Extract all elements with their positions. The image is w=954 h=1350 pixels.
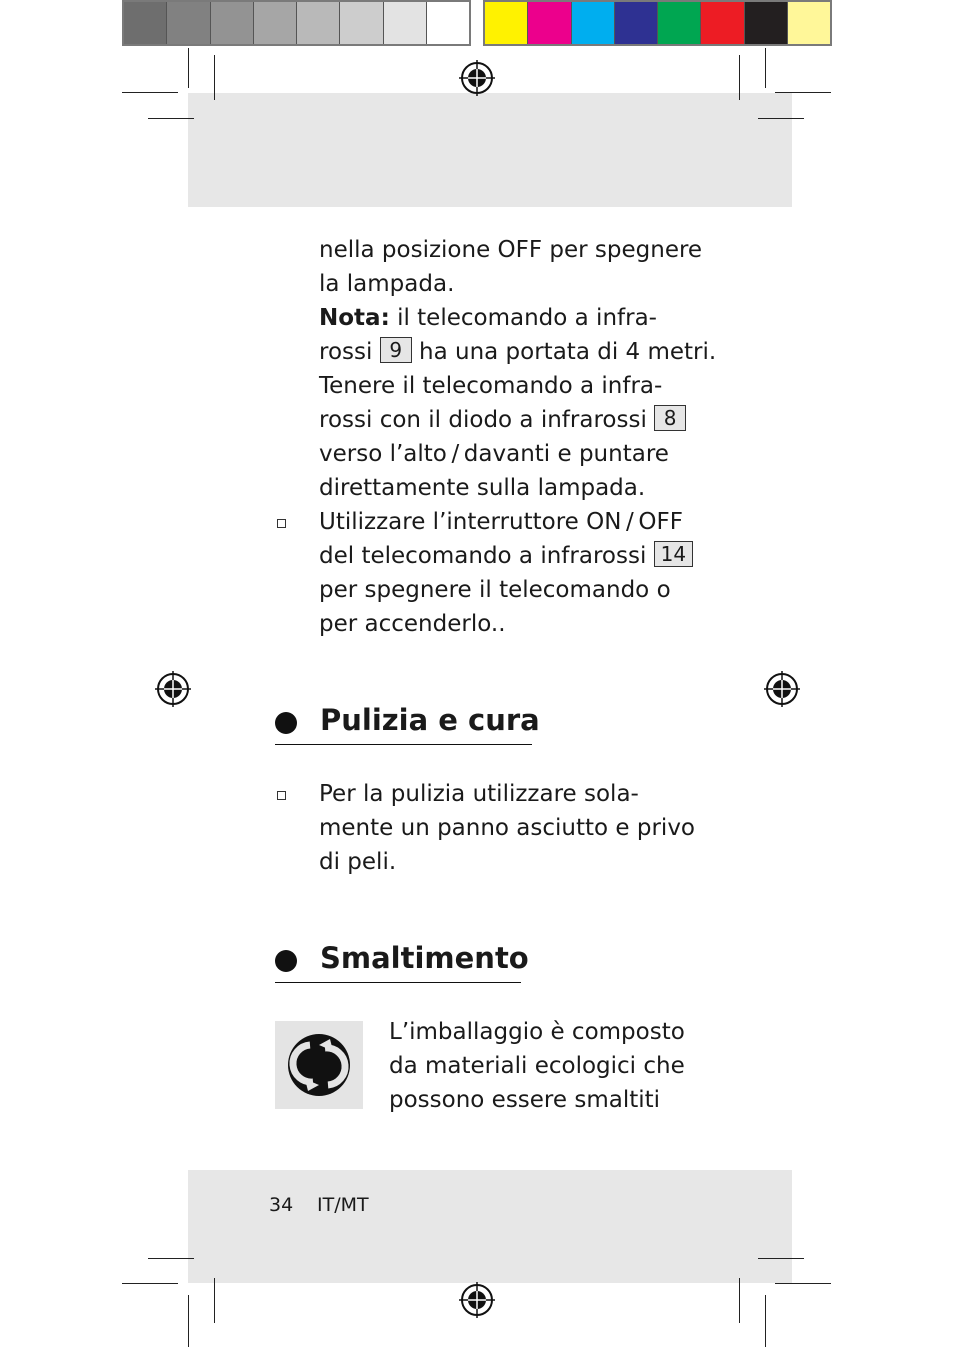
color-swatch [701, 2, 744, 44]
text-line: mente un panno asciutto e privo [319, 815, 696, 841]
crop-mark [214, 55, 215, 100]
color-swatch [167, 2, 210, 44]
registration-mark-icon [155, 671, 191, 707]
section-title: Pulizia e cura [320, 703, 540, 737]
crop-mark [188, 48, 189, 88]
text-line: L’imballaggio è composto [389, 1019, 685, 1045]
header-panel [188, 93, 792, 207]
heading-underline [275, 744, 532, 745]
color-calibration-bar [483, 0, 832, 46]
recycle-green-dot-icon [275, 1021, 363, 1109]
color-swatch [254, 2, 297, 44]
text-line: di peli. [319, 849, 397, 875]
section-heading-cleaning [275, 703, 540, 747]
color-swatch [340, 2, 383, 44]
color-swatch [124, 2, 167, 44]
text-line: del telecomando a infrarossi 14 [319, 539, 693, 573]
note-line: Nota: il telecomando a infra- [319, 305, 657, 331]
note-line: verso l’alto / davanti e puntare [319, 441, 669, 467]
text-line: per spegnere il telecomando o [319, 577, 671, 603]
footer-panel [188, 1170, 792, 1283]
language-code: IT/MT [317, 1194, 369, 1216]
color-swatch [427, 2, 469, 44]
section-heading-disposal [275, 941, 529, 985]
reference-number-box: 9 [380, 337, 412, 363]
instruction-text-block [319, 233, 716, 505]
text-line: la lampada. [319, 271, 455, 297]
text-line: Utilizzare l’interruttore ON / OFF [319, 509, 683, 535]
crop-mark [122, 92, 178, 93]
heading-bullet-icon [275, 950, 297, 972]
note-line: direttamente sulla lampada. [319, 475, 646, 501]
bullet-checkbox-icon [277, 791, 286, 800]
text-line: da materiali ecologici che [389, 1053, 685, 1079]
page-number: 34 [269, 1194, 294, 1216]
reference-number-box: 14 [654, 541, 693, 567]
color-swatch [745, 2, 788, 44]
gray-calibration-bar [122, 0, 471, 46]
note-line: Tenere il telecomando a infra- [319, 373, 663, 399]
registration-mark-icon [459, 1282, 495, 1318]
color-swatch [384, 2, 427, 44]
color-swatch [615, 2, 658, 44]
heading-bullet-icon [275, 712, 297, 734]
crop-mark [739, 1278, 740, 1323]
color-swatch [658, 2, 701, 44]
color-swatch [297, 2, 340, 44]
disposal-text-block [389, 1015, 685, 1117]
section-title: Smaltimento [320, 941, 529, 975]
color-swatch [211, 2, 254, 44]
crop-mark [758, 118, 804, 119]
bullet-text-block [319, 777, 695, 879]
reference-number-box: 8 [654, 405, 686, 431]
crop-mark [122, 1283, 178, 1284]
crop-mark [758, 1258, 804, 1259]
text-line: Per la pulizia utilizzare sola- [319, 781, 639, 807]
registration-mark-icon [459, 60, 495, 96]
bullet-text-block [319, 505, 693, 641]
note-line: rossi 9 ha una portata di 4 metri. [319, 338, 717, 365]
crop-mark [148, 1258, 194, 1259]
color-swatch [572, 2, 615, 44]
crop-mark [739, 55, 740, 100]
note-line: rossi con il diodo a infrarossi 8 [319, 403, 716, 437]
text-line: nella posizione OFF per spegnere [319, 237, 703, 263]
crop-mark [148, 118, 194, 119]
crop-mark [188, 1295, 189, 1347]
text-line: per accenderlo.. [319, 611, 506, 637]
note-label: Nota: [319, 305, 390, 331]
bullet-checkbox-icon [277, 519, 286, 528]
registration-mark-icon [764, 671, 800, 707]
color-swatch [485, 2, 528, 44]
crop-mark [765, 1295, 766, 1347]
crop-mark [775, 92, 831, 93]
text-line: possono essere smaltiti [389, 1087, 661, 1113]
color-swatch [528, 2, 571, 44]
heading-underline [275, 982, 521, 983]
crop-mark [214, 1278, 215, 1323]
color-swatch [788, 2, 830, 44]
crop-mark [775, 1283, 831, 1284]
crop-mark [765, 48, 766, 88]
